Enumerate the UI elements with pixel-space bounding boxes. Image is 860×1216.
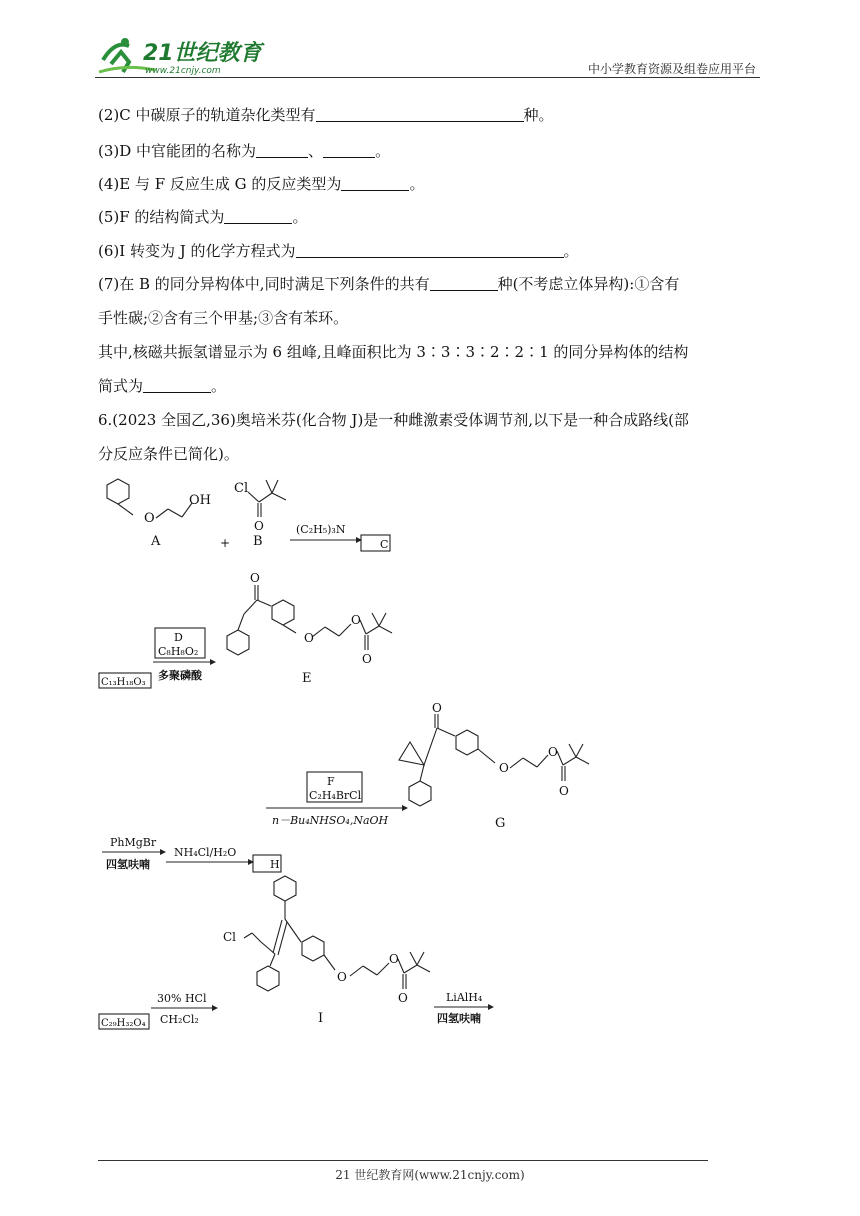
atom-o: O: [304, 631, 314, 645]
reagent-lialh4-solvent: 四氢呋喃: [437, 1012, 481, 1025]
reagent-grignard-solvent: 四氢呋喃: [106, 858, 150, 871]
plus-sign: +: [220, 536, 231, 550]
label-h: H: [270, 858, 280, 871]
reagent-d-formula: C₈H₈O₂: [158, 645, 199, 658]
question-4-text: (4)E 与 F 反应生成 G 的反应类型为: [98, 175, 342, 193]
atom-o: O: [250, 571, 260, 585]
atom-o: O: [499, 761, 509, 775]
question-6-tail: 。: [563, 242, 579, 260]
reagent-f-formula: C₂H₄BrCl: [309, 789, 362, 802]
formula-c13: C₁₃H₁₈O₃: [101, 677, 146, 688]
reagent-lialh4: LiAlH₄: [446, 991, 483, 1004]
atom-o: O: [254, 519, 264, 533]
atom-o: O: [337, 970, 347, 984]
site-name: 中小学教育资源及组卷应用平台: [587, 62, 756, 76]
atom-o: O: [144, 511, 155, 526]
question-2-tail: 种。: [523, 106, 554, 124]
label-g: G: [495, 816, 506, 831]
logo-url: www.21cnjy.com: [145, 66, 221, 76]
label-c: C: [380, 538, 389, 551]
reagent-f-condition: n－Bu₄NHSO₄,NaOH: [272, 814, 389, 827]
question-3-tail: 。: [375, 142, 391, 160]
label-b: B: [253, 534, 263, 549]
atom-o: O: [548, 745, 558, 759]
reagent-f: F: [327, 775, 335, 788]
question-3-sep: 、: [308, 142, 324, 160]
atom-o: O: [559, 784, 569, 798]
reagent-triethylamine: (C₂H₅)₃N: [296, 523, 346, 536]
problem-6-line-2: 分反应条件已简化)。: [98, 445, 239, 463]
question-7-line-3: 其中,核磁共振氢谱显示为 6 组峰,且峰面积比为 3∶3∶3∶2∶2∶1 的同分异构体的结构: [98, 343, 689, 361]
question-7-line-2: 手性碳;②含有三个甲基;③含有苯环。: [98, 309, 349, 327]
question-7-tail: 。: [211, 377, 227, 395]
label-e: E: [302, 671, 312, 686]
reagent-hcl: 30% HCl: [157, 992, 207, 1005]
question-3-text: (3)D 中官能团的名称为: [98, 142, 257, 160]
reagent-d: D: [174, 631, 183, 644]
question-7-text: (7)在 B 的同分异构体中,同时满足下列条件的共有: [98, 275, 430, 293]
reagent-grignard: PhMgBr: [110, 836, 157, 849]
problem-6-line-1: 6.(2023 全国乙,36)奥培米芬(化合物 J)是一种雌激素受体调节剂,以下是一种合成路线(部: [98, 411, 689, 429]
label-i: I: [318, 1011, 324, 1026]
logo-text: 21世纪教育: [143, 41, 262, 66]
atom-o: O: [351, 613, 361, 627]
reagent-d-condition: 多聚磷酸: [158, 669, 202, 682]
atom-o: O: [362, 652, 372, 666]
question-5-tail: 。: [292, 208, 308, 226]
page-footer: 21 世纪教育网(www.21cnjy.com): [335, 1168, 525, 1182]
label-a: A: [151, 534, 161, 549]
question-7-text: 简式为: [98, 377, 144, 395]
atom-cl: Cl: [234, 481, 249, 496]
atom-cl: Cl: [223, 930, 237, 944]
question-2-text: (2)C 中碳原子的轨道杂化类型有: [98, 106, 316, 124]
footer-divider: [98, 1160, 708, 1161]
compound-b: [248, 480, 286, 517]
question-7-text-cont: 种(不考虑立体异构):①含有: [497, 275, 680, 293]
question-6-text: (6)I 转变为 J 的化学方程式为: [98, 242, 296, 260]
atom-o: O: [389, 952, 399, 966]
atom-oh: OH: [189, 493, 211, 508]
atom-o: O: [432, 701, 442, 715]
formula-c29: C₂₉H₃₂O₄: [101, 1018, 146, 1029]
reagent-nh4cl: NH₄Cl/H₂O: [174, 846, 237, 859]
reagent-hcl-solvent: CH₂Cl₂: [160, 1013, 199, 1026]
atom-o: O: [398, 991, 408, 1005]
question-5-text: (5)F 的结构简式为: [98, 208, 225, 226]
question-4-tail: 。: [409, 175, 425, 193]
